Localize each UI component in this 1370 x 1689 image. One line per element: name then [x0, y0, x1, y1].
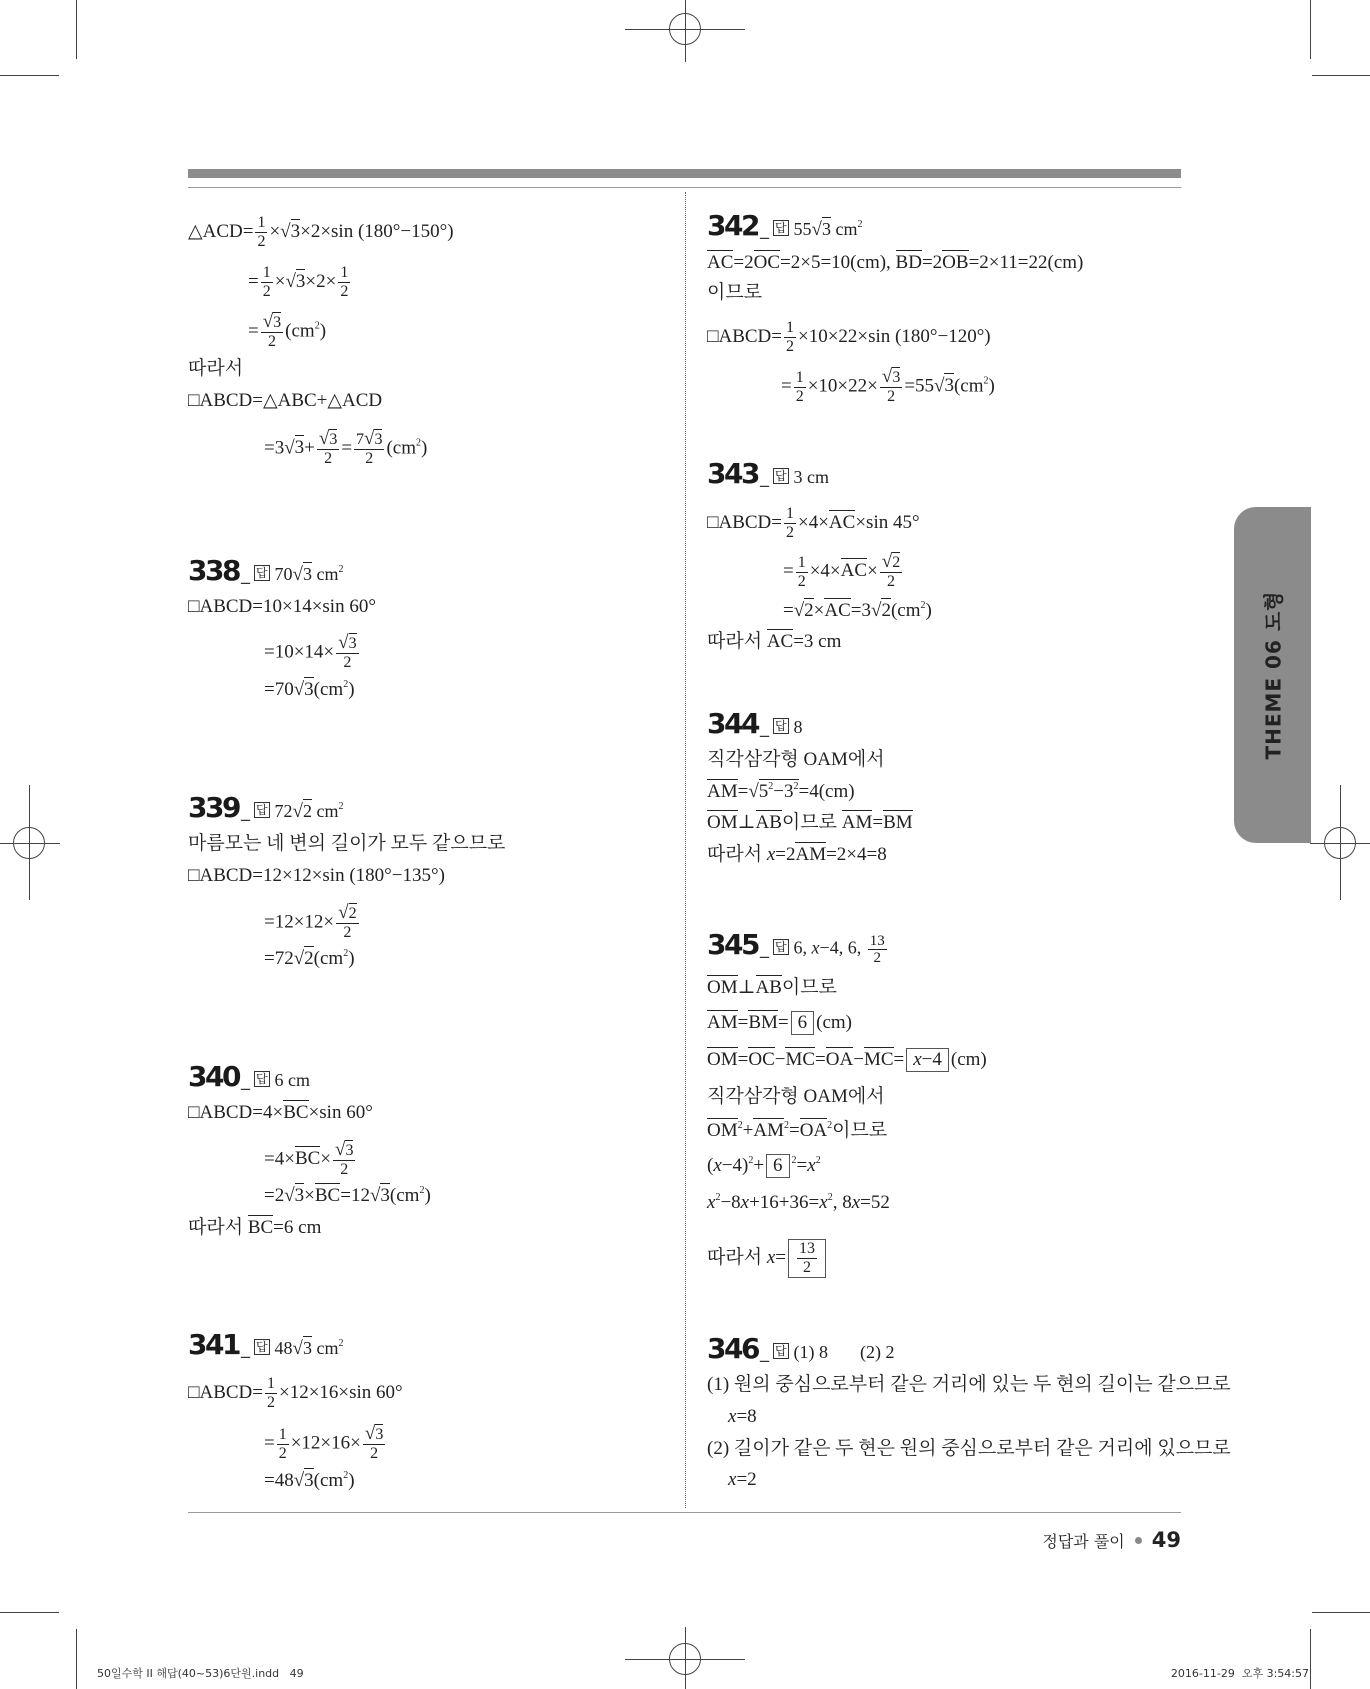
- answer-value: 48√3 $cm^2$: [274, 1338, 344, 1359]
- problem-number: 342: [707, 209, 758, 242]
- answer-icon: 답: [255, 1072, 268, 1086]
- crop-mark: [0, 75, 59, 76]
- solution-line: (1) 원의 중심으로부터 같은 거리에 있는 두 현의 길이는 같으므로: [707, 1374, 1231, 1395]
- problem-number: 339: [188, 791, 239, 824]
- solution-line: =4×BC× $\frac{√3}{2}$: [264, 1139, 354, 1178]
- solution-line: = $\frac{√3}{2}$ $(cm^2)$: [248, 311, 327, 350]
- solution-line: $=48√3(cm^2)$: [264, 1470, 355, 1491]
- problem-number: 338: [188, 554, 239, 587]
- solution-line: 따라서 BC=6 cm: [188, 1217, 322, 1238]
- theme-tab-label: THEME 06 도형: [1261, 590, 1286, 760]
- solution-line: = $\frac{1}{2}$ ×4×AC× $\frac{√2}{2}$: [783, 551, 901, 590]
- answer-value: 6, x−4, 6, $\frac{13}{2}$: [793, 933, 885, 967]
- solution-line: □ABCD=12×12×sin (180°−135°): [188, 865, 445, 886]
- problem-heading: 346 _ 답 (1) 8 (2) 2: [707, 1332, 895, 1365]
- crop-mark: [1310, 1629, 1311, 1689]
- bullet-icon: [1135, 1537, 1142, 1544]
- problem-number: 341: [188, 1328, 239, 1361]
- solution-line: = $\frac{1}{2}$ ×12×16× $\frac{√3}{2}$: [264, 1423, 384, 1462]
- solution-line: = $\frac{1}{2}$ ×10×22× $\frac{√3}{2}$ $=55√3(cm^2)$: [781, 366, 995, 405]
- registration-mark: [669, 13, 701, 45]
- solution-line: AC=2OC=2×5=10(cm), BD=2OB=2×11=22(cm): [707, 252, 1084, 273]
- crop-mark: [1312, 75, 1370, 76]
- solution-line: =12×12× $\frac{√2}{2}$: [264, 902, 357, 941]
- crop-mark: [1312, 1612, 1370, 1613]
- answer-icon: 답: [255, 1340, 268, 1354]
- answer-icon: 답: [774, 719, 787, 733]
- solution-line: 직각삼각형 OAM에서: [707, 1086, 885, 1107]
- solution-line: 따라서 x= $\frac{13}{2}$: [707, 1239, 828, 1278]
- solution-line: 따라서 AC=3 cm: [707, 631, 842, 652]
- problem-number: 340: [188, 1060, 239, 1093]
- solution-line: $=72√2(cm^2)$: [264, 948, 355, 969]
- solution-line: $=70√3(cm^2)$: [264, 679, 355, 700]
- crop-mark: [76, 0, 77, 59]
- solution-line: □ABCD= $\frac{1}{2}$ ×12×16×sin 60°: [188, 1375, 403, 1411]
- solution-line: = $\frac{1}{2}$ ×√3×2× $\frac{1}{2}$: [248, 264, 349, 300]
- registration-mark: [1324, 827, 1356, 859]
- answer-value: 6 cm: [274, 1070, 311, 1090]
- problem-heading: 341 _ 답 48√3 $cm^2$: [188, 1328, 344, 1361]
- problem-heading: 338 _ 답 70√3 $cm^2$: [188, 554, 344, 587]
- column-divider: [685, 192, 686, 1508]
- header-rule: [188, 187, 1181, 188]
- problem-heading: 345 _ 답 6, x−4, 6, $\frac{13}{2}$: [707, 928, 889, 966]
- solution-line: x=2: [728, 1469, 757, 1490]
- registration-mark: [13, 827, 45, 859]
- header-bar: [188, 169, 1181, 178]
- solution-line: △ACD= $\frac{1}{2}$ ×√3×2×sin (180°−150°): [188, 214, 454, 250]
- solution-line: =3√3+ $\frac{√3}{2}$ = $\frac{7√3}{2}$ $(cm^2)$: [264, 428, 428, 467]
- solution-line: □ABCD=4×BC×sin 60°: [188, 1102, 373, 1123]
- solution-line: 따라서 x=2AM=2×4=8: [707, 844, 887, 865]
- solution-line: □ABCD= $\frac{1}{2}$ ×4×AC×sin 45°: [707, 505, 920, 541]
- solution-line: $=2√3\times BC=12√3(cm^2)$: [264, 1185, 431, 1206]
- solution-line: 이므로: [707, 282, 763, 303]
- crop-mark: [0, 1612, 59, 1613]
- solution-line: x=8: [728, 1406, 757, 1427]
- page-footer: [1042, 1528, 1181, 1552]
- answer-icon: 답: [774, 1344, 787, 1358]
- solution-line: 마름모는 네 변의 길이가 모두 같으므로: [188, 833, 506, 854]
- solution-line: OM=OC−MC=OA−MC= x−4 (cm): [707, 1049, 987, 1070]
- problem-heading: 342 _ 답 55√3 $cm^2$: [707, 209, 863, 242]
- answer-value: (2) 2: [860, 1342, 895, 1362]
- answer-icon: 답: [255, 803, 268, 817]
- solution-line: OM⊥AB이므로 AM=BM: [707, 812, 913, 833]
- answer-value: 8: [793, 717, 803, 737]
- registration-mark: [669, 1643, 701, 1675]
- answer-value: 3 cm: [793, 467, 830, 487]
- solution-line: =10×14× $\frac{√3}{2}$: [264, 632, 357, 671]
- problem-number: 344: [707, 707, 758, 740]
- footer-label: 정답과 풀이: [1042, 1531, 1125, 1551]
- solution-line: AM=BM= 6 (cm): [707, 1012, 853, 1033]
- footer-rule: [188, 1512, 1181, 1513]
- answer-icon: 답: [774, 940, 787, 954]
- problem-number: 345: [707, 928, 758, 961]
- solution-line: □ABCD=10×14×sin 60°: [188, 596, 376, 617]
- answer-value: 55√3 $cm^2$: [793, 219, 863, 240]
- problem-heading: 340 _ 답 6 cm: [188, 1060, 311, 1093]
- solution-line: 직각삼각형 OAM에서: [707, 749, 885, 770]
- answer-value: 70√3 $cm^2$: [274, 564, 344, 585]
- slug-filename: 50일수학 II 해답(40~53)6단원.indd 49: [97, 1667, 304, 1680]
- solution-line: □ABCD=△ABC+△ACD: [188, 390, 383, 411]
- problem-number: 343: [707, 457, 758, 490]
- solution-line: $OM^2+AM^2=OA^2$이므로: [707, 1120, 888, 1141]
- answer-icon: 답: [255, 566, 268, 580]
- solution-line: (2) 길이가 같은 두 현은 원의 중심으로부터 같은 거리에 있으므로: [707, 1438, 1231, 1459]
- solution-line: 따라서: [188, 358, 244, 379]
- crop-mark: [76, 1629, 77, 1689]
- answer-icon: 답: [774, 469, 787, 483]
- solution-line: $x^2-8x+16+36=x^2$, 8x=52: [707, 1192, 890, 1213]
- problem-heading: 344 _ 답 8: [707, 707, 803, 740]
- page-number: 49: [1151, 1528, 1181, 1552]
- answer-value: 72√2 $cm^2$: [274, 801, 344, 822]
- answer-icon: 답: [774, 221, 787, 235]
- problem-heading: 343 _ 답 3 cm: [707, 457, 830, 490]
- solution-line: □ABCD= $\frac{1}{2}$ ×10×22×sin (180°−120°): [707, 319, 991, 355]
- answer-value: (1) 8: [793, 1342, 829, 1362]
- problem-heading: 339 _ 답 72√2 $cm^2$: [188, 791, 344, 824]
- problem-number: 346: [707, 1332, 758, 1365]
- solution-line: $AM=√5^2-3^2=4(cm)$: [707, 781, 855, 802]
- crop-mark: [1310, 0, 1311, 59]
- solution-line: OM⊥AB이므로: [707, 977, 837, 998]
- solution-line: $(x-4)^2+ 6$ $^2=x^2$: [707, 1155, 821, 1176]
- solution-line: $=√2\times AC=3√2(cm^2)$: [783, 600, 932, 621]
- slug-timestamp: 2016-11-29 오후 3:54:57: [1170, 1667, 1309, 1680]
